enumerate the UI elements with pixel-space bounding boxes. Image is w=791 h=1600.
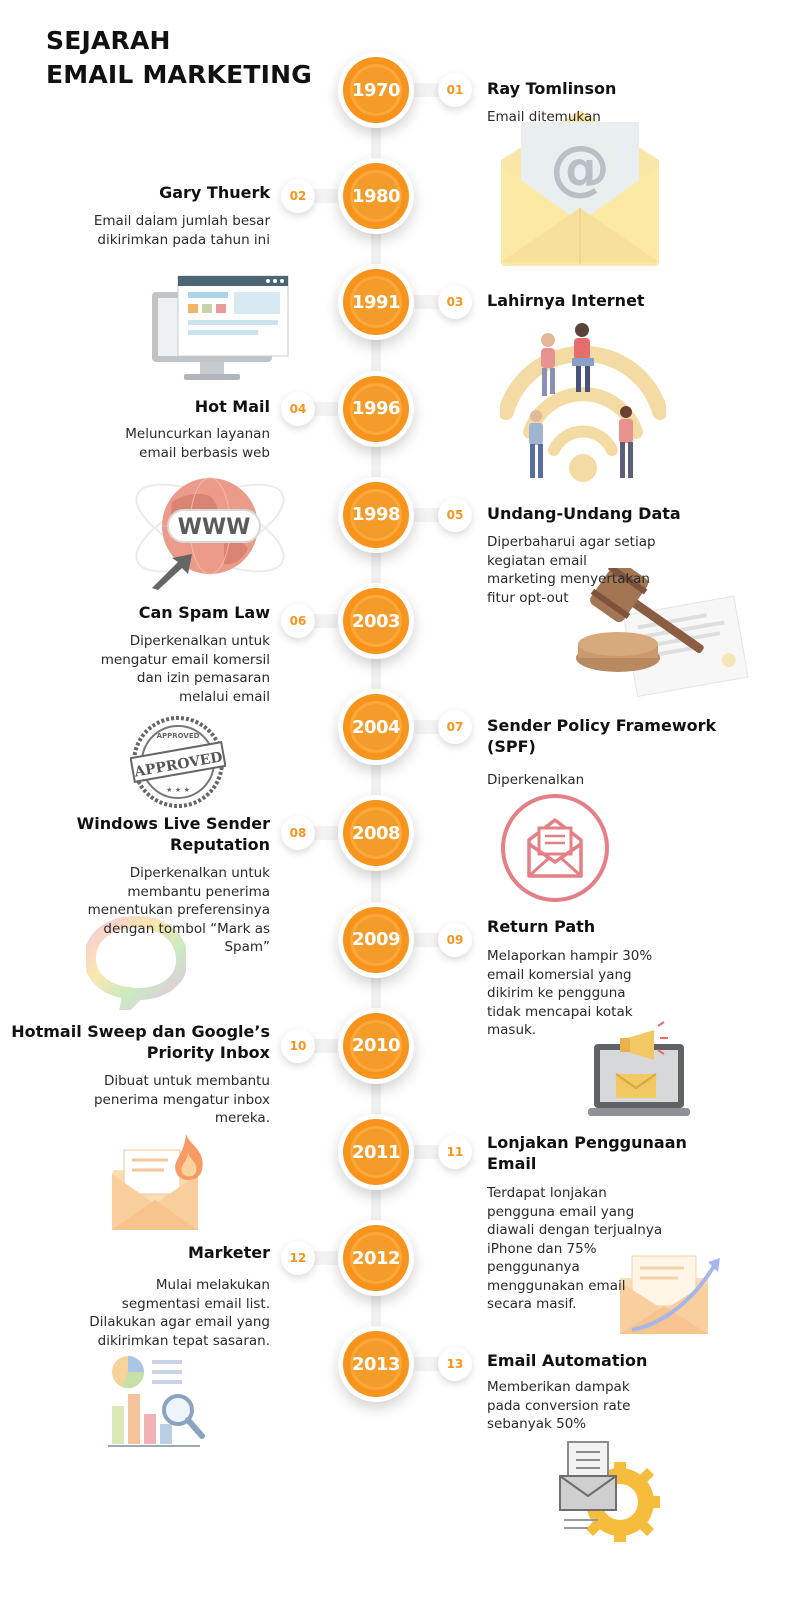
timeline-connector: [410, 933, 440, 947]
svg-text:★ ★ ★: ★ ★ ★: [166, 786, 190, 794]
year-label: 2011: [351, 1141, 401, 1163]
event-description: Diperkenalkan untuk mengatur email komersil dan izin pemasaran melalui email: [100, 633, 270, 705]
year-label: 2004: [351, 716, 401, 738]
event-heading: Return Path: [487, 917, 596, 936]
event-number-badge: 11: [438, 1135, 472, 1169]
event-number-badge: 09: [438, 923, 472, 957]
event-description: Mulai melakukan segmentasi email list. Dilakukan agar email yang dikirimkan tepat sasaran.: [89, 1277, 270, 1349]
year-node: [338, 1008, 414, 1084]
timeline-connector: [410, 1145, 440, 1159]
envelope-at-icon: [497, 104, 663, 268]
www-label: WWW: [177, 515, 251, 540]
event-description: Meluncurkan layanan email berbasis web: [125, 426, 270, 461]
year-node: [338, 795, 414, 871]
event-description: Diperbaharui agar setiap kegiatan email marketing menyertakan fitur opt-out: [487, 534, 656, 606]
event-heading: Gary Thuerk: [159, 183, 270, 202]
timeline-connector: [410, 508, 440, 522]
timeline-connector: [410, 1357, 440, 1371]
approved-stamp-icon: [130, 714, 226, 810]
year-label: 1970: [351, 79, 401, 101]
event-heading: Hotmail Sweep dan Google’s Priority Inbox: [11, 1022, 270, 1062]
monitor-web-icon: [150, 274, 290, 386]
mail-circle-icon: [499, 792, 611, 904]
year-label: 2012: [351, 1247, 401, 1269]
event-heading: Can Spam Law: [138, 603, 270, 622]
event-number-badge: 07: [438, 710, 472, 744]
event-description: Terdapat lonjakan pengguna email yang diawali dengan terjualnya iPhone dan 75% penggunanya menggunakan email secara masif.: [487, 1185, 663, 1312]
event-number-badge: 12: [281, 1241, 315, 1275]
year-label: 2010: [351, 1035, 401, 1057]
event-heading: Windows Live Sender Reputation: [76, 814, 270, 854]
event-number-badge: 01: [438, 73, 472, 107]
year-label: 1996: [351, 398, 401, 420]
wifi-people-icon: [500, 320, 666, 490]
year-node: [338, 371, 414, 447]
year-label: 1991: [351, 291, 401, 313]
timeline-connector: [410, 295, 440, 309]
year-label: 1980: [351, 185, 401, 207]
event-heading: Sender Policy Framework (SPF): [487, 716, 717, 756]
event-number-badge: 03: [438, 285, 472, 319]
event-heading: Lonjakan Penggunaan Email: [487, 1133, 687, 1173]
fire-envelope-icon: [108, 1130, 212, 1234]
event-heading: Hot Mail: [194, 397, 270, 416]
title-line-2: EMAIL MARKETING: [46, 60, 312, 89]
event-description: Email dalam jumlah besar dikirimkan pada tahun ini: [93, 213, 270, 248]
gear-envelope-icon: [558, 1440, 662, 1544]
year-node: [338, 1220, 414, 1296]
approved-label: APPROVED: [133, 749, 224, 781]
title-line-1: SEJARAH: [46, 26, 171, 55]
event-heading: Email Automation: [487, 1351, 648, 1370]
event-number-badge: 13: [438, 1347, 472, 1381]
year-label: 2009: [351, 929, 401, 951]
year-node: [338, 902, 414, 978]
page-title: [46, 24, 312, 92]
event-heading: Marketer: [187, 1243, 270, 1262]
event-description: Diperkenalkan untuk membantu penerima menentukan preferensinya dengan tombol “Mark as Spam”: [87, 865, 270, 955]
event-number-badge: 06: [281, 604, 315, 638]
year-node: [338, 264, 414, 340]
analytics-icon: [108, 1354, 208, 1450]
event-heading: Lahirnya Internet: [487, 291, 645, 310]
timeline-connector: [410, 720, 440, 734]
year-node: [338, 158, 414, 234]
event-number-badge: 08: [281, 816, 315, 850]
event-heading: Ray Tomlinson: [487, 79, 617, 98]
svg-text:@: @: [550, 133, 610, 203]
year-node: [338, 477, 414, 553]
year-label: 2013: [351, 1353, 401, 1375]
year-node: [338, 689, 414, 765]
globe-www-icon: [120, 470, 290, 590]
year-node: [338, 1114, 414, 1190]
timeline-connector: [410, 83, 440, 97]
event-number-badge: 10: [281, 1029, 315, 1063]
year-node: [338, 1326, 414, 1402]
event-description: Diperkenalkan: [487, 772, 585, 788]
approved-small-label: APPROVED: [156, 732, 200, 740]
year-label: 1998: [351, 504, 401, 526]
event-description: Email ditemukan: [487, 109, 601, 125]
year-label: 2003: [351, 610, 401, 632]
event-description: Memberikan dampak pada conversion rate sebanyak 50%: [487, 1379, 631, 1432]
event-number-badge: 02: [281, 179, 315, 213]
year-label: 2008: [351, 822, 401, 844]
event-number-badge: 04: [281, 392, 315, 426]
year-node: [338, 52, 414, 128]
event-heading: Undang-Undang Data: [487, 504, 681, 523]
event-description: Dibuat untuk membantu penerima mengatur inbox mereka.: [93, 1073, 270, 1126]
event-number-badge: 05: [438, 498, 472, 532]
event-description: Melaporkan hampir 30% email komersial yang dikirim ke pengguna tidak mencapai kotak masuk.: [487, 948, 653, 1038]
year-node: [338, 583, 414, 659]
